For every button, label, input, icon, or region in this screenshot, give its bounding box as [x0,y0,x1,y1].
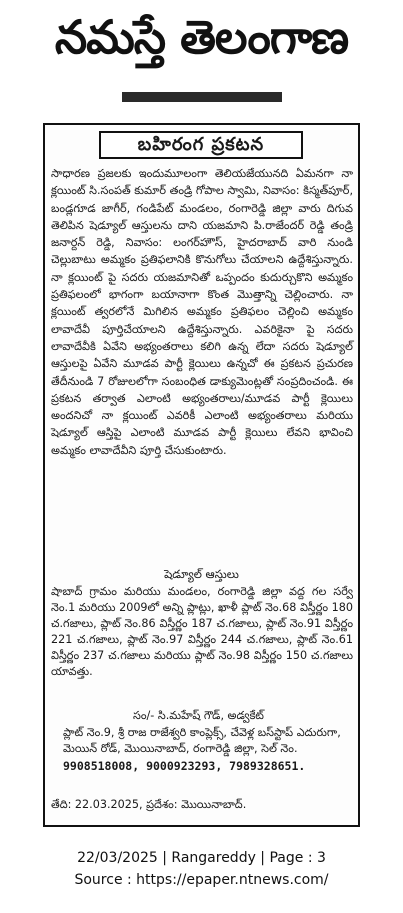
advocate-address [63,725,353,776]
advocate-phones: 9908518008, 9000923293, 7989328651. [63,758,306,773]
footer-source: Source : https://epaper.ntnews.com/ [74,872,329,888]
schedule-text: షాబాద్ గ్రామం మరియు మండలం, రంగారెడ్డి జిల్లా వద్ద గల సర్వే నెం.1 మరియు 2009లో అన్ని ప్లాట్లు, ఖాళీ ప్లాట్ నెం.68 విస్తీర్ణం 180 చ.గజాలు, ప్లాట్ నెం.86 విస్తీర్ణం 187 చ.గజాలు, ప్లాట్ నెం.91 విస్తీర్ణం 221 చ.గజాలు, ప్లాట్ నెం.97 విస్తీర్ణం 244 చ.గజాలు, ప్లాట్ నెం.61 విస్తీర్ణం 237 చ.గజాలు మరియు ప్లాట్ నెం.98 విస్తీర్ణం 150 చ.గజాలు యావత్తు. [51,585,353,678]
notice-header: బహిరంగ ప్రకటన [99,131,303,159]
notice-dateline: తేది: 22.03.2025, ప్రదేశం: మొయినాబాద్. [51,798,247,811]
advocate-block [63,708,353,775]
public-notice [43,123,360,827]
notice-body [51,165,353,459]
notice-body-text: సాధారణ ప్రజలకు ఇందుమూలంగా తెలియజేయునది ఏమనగా నా క్లయింట్ సి.సంపత్ కుమార్ తండ్రి గోపాల స్వామి, నివాసం: కిస్మత్‌పూర్, బండ్లగూడ జాగీర్, గండిపేట్ మండలం, రంగారెడ్డి జిల్లా వారు దిగువ తెలిపిన షెడ్యూల్ ఆస్తులను దాని యజమాని పి.రాజేందర్ రెడ్డి తండ్రి జనార్దన్ రెడ్డి, నివాసం: లంగర్‌హౌస్, హైదరాబాద్ వారి నుండి చెల్లుబాటు అమ్మకం ప్రతిఫలానికి కొనుగోలు చేయాలని ఉద్దేశిస్తున్నారు. నా క్లయింట్ పై సదరు యజమానితో ఒప్పందం కుదుర్చుకొని అమ్మకం ప్రతిఫలంలో భాగంగా బయానాగా కొంత మొత్తాన్ని చెల్లించారు. నా క్లయింట్ త్వరలోనే మిగిలిన అమ్మకం ప్రతిఫలం చెల్లించి అమ్మకం లావాదేవీ పూర్తిచేయాలని ఉద్దేశిస్తున్నారు. ఎవరికైనా పై సదరు లావాదేవీకి ఏవేని అభ్యంతరాలు కలిగి ఉన్న లేదా సదరు షెడ్యూల్ ఆస్తులపై ఏవేని మూడవ పార్టీ క్లెయిలు ఉన్నచో ఈ ప్రకటన ప్రచురణ తేదీనుండి 7 రోజులలోగా సంబంధిత డాక్యుమెంట్లతో సంప్రదించండి. ఈ ప్రకటన తర్వాత ఎలాంటి అభ్యంతరాలు/మూడవ పార్టీ క్లెయిలు అందనిచో నా క్లయింట్ ఎవరికీ ఎలాంటి అభ్యంతరాలు మరియు షెడ్యూల్ ఆస్తిపై ఎలాంటి మూడవ పార్టీ క్లెయిలు లేవని భావించి అమ్మకం లావాదేవీని పూర్తి చేసుకుంటారు. [51,167,353,457]
newspaper-title: నమస్తే తెలంగాణ [54,10,349,64]
advocate-name: సం/- సి.మహేష్ గౌడ్, అడ్వకేట్ [133,709,264,722]
advocate-address-text: ప్లాట్ నెం.9, శ్రీ రాజ రాజేశ్వరి కాంప్లెక్స్, చేవెళ్ల బస్‌స్టాప్ ఎదురుగా, మెయిన్ రోడ్, మొయినాబాద్, రంగారెడ్డి జిల్లా, సెల్ నెం. [63,725,341,755]
page-footer [0,847,403,891]
schedule-heading: షెడ్యూల్ ఆస్తులు [164,567,239,581]
footer-date-page: 22/03/2025 | Rangareddy | Page : 3 [77,850,326,866]
header-strip [122,92,282,102]
masthead [0,0,403,88]
